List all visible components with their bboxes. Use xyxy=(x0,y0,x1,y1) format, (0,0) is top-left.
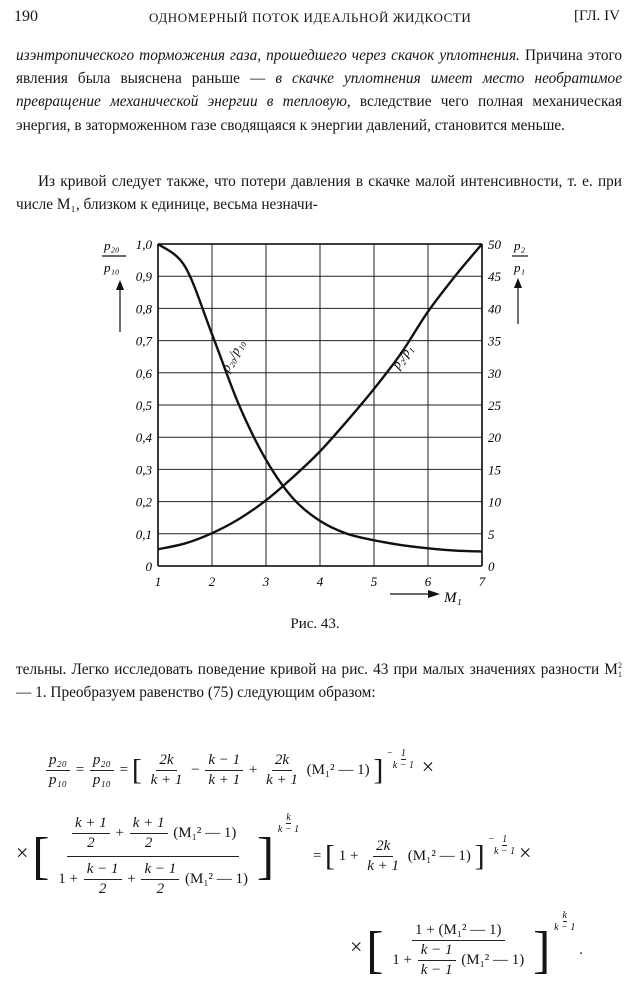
eq2-den-frac-b-num: k − 1 xyxy=(141,861,179,880)
right-tick-label: 40 xyxy=(488,301,501,317)
eq1-equals-2: = xyxy=(119,762,129,778)
mach-subscript: 1 xyxy=(617,670,622,680)
eq2-rhs-term: (M₁² — 1) xyxy=(407,848,471,864)
eq2-rhs-frac-num: 2k xyxy=(373,838,393,857)
text-run-2: вследствие чего полная механическая энергия, в заторможенном газе сводящаяся к энергии давлений, становится меньше. xyxy=(16,93,622,134)
eq2-times-trail: × xyxy=(518,840,532,865)
right-tick-label: 45 xyxy=(488,269,501,285)
eq2-num-frac-b-den: 2 xyxy=(144,835,153,852)
eq2-main-num xyxy=(67,815,239,857)
right-tick-label: 20 xyxy=(488,430,501,446)
eq1-equals-1: = xyxy=(75,762,85,778)
running-title: ОДНОМЕРНЫЙ ПОТОК ИДЕАЛЬНОЙ ЖИДКОСТИ xyxy=(149,10,472,25)
x-tick-label: 3 xyxy=(262,574,270,589)
eq1-frac-2 xyxy=(205,752,243,789)
eq2-rhs-left-bracket: [ xyxy=(325,839,336,873)
eq3-left-bracket: [ xyxy=(366,922,384,980)
eq2-num-frac-a xyxy=(72,815,110,852)
page-number: 190 xyxy=(14,8,38,25)
x-tick-label: 2 xyxy=(208,574,216,589)
eq3-num: 1 + (M₁² — 1) xyxy=(412,922,505,941)
eq1-times: × xyxy=(421,754,435,779)
eq2-rhs-exponent xyxy=(494,834,515,857)
text-run-4: — 1. Преобразуем равенство (75) следующим образом: xyxy=(16,684,376,702)
eq2-num-plus: + xyxy=(115,825,124,841)
x-axis-arrow-head xyxy=(428,590,440,598)
left-tick-label: 0 xyxy=(145,559,152,574)
eq3-right-bracket: ] xyxy=(533,922,551,980)
x-tick-label: 1 xyxy=(154,574,162,589)
eq1-frac-2-den: k + 1 xyxy=(208,772,241,789)
eq1-exp-den: k − 1 xyxy=(392,760,414,771)
eq2-exp-num: k xyxy=(286,812,291,823)
eq1-frac-3-num: 2k xyxy=(272,752,292,771)
curve-label-p2-p1: p₂/p₁ xyxy=(388,341,416,372)
left-tick-label: 0,9 xyxy=(135,269,152,285)
eq1-lhs-den-2: p₁₀ xyxy=(92,772,111,789)
eq3-den-frac-num: k − 1 xyxy=(418,942,456,961)
eq1-lhs-num-2: p₂₀ xyxy=(90,752,114,771)
eq1-lhs-fraction-2 xyxy=(90,752,114,789)
figure-43-chart xyxy=(90,232,530,612)
eq2-main-den xyxy=(55,857,251,898)
eq2-num-frac-b-num: k + 1 xyxy=(130,815,168,834)
eq2-den-frac-a xyxy=(84,861,122,898)
eq2-exponent xyxy=(278,812,299,835)
right-axis-label-num: p₂ xyxy=(514,238,526,253)
eq1-frac-3 xyxy=(263,752,301,789)
figure-caption: Рис. 43. xyxy=(290,616,340,632)
chapter-label: [ГЛ. IV xyxy=(573,8,620,24)
left-axis-label-den: p₁₀ xyxy=(104,260,120,275)
equation-line-3 xyxy=(350,910,583,980)
equation-line-2 xyxy=(16,812,531,898)
paragraph-3 xyxy=(16,658,622,704)
eq2-left-bracket: [ xyxy=(32,828,50,886)
eq3-den xyxy=(389,941,527,979)
eq2-exp-den: k − 1 xyxy=(277,824,300,835)
left-tick-label: 0,2 xyxy=(135,494,152,510)
x-tick-label: 4 xyxy=(316,574,324,589)
eq2-den-frac-a-num: k − 1 xyxy=(84,861,122,880)
eq3-den-term: (M₁² — 1) xyxy=(461,952,525,968)
right-tick-label: 0 xyxy=(488,559,495,574)
eq3-den-frac xyxy=(418,942,456,979)
eq1-lhs-fraction xyxy=(46,752,70,789)
left-tick-label: 0,1 xyxy=(135,526,152,542)
left-tick-label: 0,8 xyxy=(135,301,152,317)
right-tick-label: 25 xyxy=(488,398,501,413)
eq2-equals: = xyxy=(312,848,322,864)
right-tick-label: 10 xyxy=(488,494,501,510)
eq3-exp-num: k xyxy=(562,910,567,921)
left-tick-label: 1,0 xyxy=(135,237,152,252)
right-bracket: ] xyxy=(373,753,384,787)
chart-ticks xyxy=(136,237,502,589)
eq2-rhs-frac xyxy=(364,838,402,875)
eq2-num-frac-b xyxy=(130,815,168,852)
eq1-exp-num: 1 xyxy=(400,748,406,759)
left-tick-label: 0,6 xyxy=(135,365,152,381)
eq2-rhs-exp-minus-sign: − xyxy=(488,834,494,845)
eq1-exp-minus: − xyxy=(387,748,393,759)
curve-label-p20-p10: p₂₀/p₁₀ xyxy=(217,336,248,375)
eq2-num-frac-a-num: k + 1 xyxy=(72,815,110,834)
eq3-main-fraction xyxy=(389,922,527,979)
running-header xyxy=(14,8,620,32)
left-tick-label: 0,7 xyxy=(135,333,152,349)
left-bracket: [ xyxy=(131,753,142,787)
eq1-plus: + xyxy=(248,762,258,778)
eq2-right-bracket: ] xyxy=(256,828,275,886)
eq2-den-frac-b xyxy=(141,861,179,898)
eq3-times: × xyxy=(350,934,363,959)
equation-line-1 xyxy=(44,748,434,789)
eq1-exponent-frac xyxy=(393,748,414,771)
eq2-den-term: (M₁² — 1) xyxy=(185,871,249,887)
right-tick-label: 50 xyxy=(488,237,501,252)
eq1-frac-1-num: 2k xyxy=(156,752,176,771)
left-tick-label: 0,4 xyxy=(135,430,152,446)
eq2-rhs-right-bracket: ] xyxy=(474,839,485,873)
chart-grid xyxy=(158,244,482,566)
eq2-rhs-frac-den: k + 1 xyxy=(367,858,400,875)
x-tick-label: 7 xyxy=(478,574,486,589)
x-tick-label: 5 xyxy=(370,574,378,589)
eq2-rhs-one: 1 + xyxy=(338,848,359,864)
eq1-term: (M₁² — 1) xyxy=(306,762,370,778)
eq3-den-frac-den: k − 1 xyxy=(420,962,453,979)
eq2-den-one: 1 + xyxy=(58,871,78,887)
eq1-frac-1-den: k + 1 xyxy=(150,772,183,789)
eq2-den-plus: + xyxy=(127,871,136,887)
eq3-period: . xyxy=(579,942,583,958)
right-axis-arrow-head xyxy=(514,278,522,288)
text-run-1: Причина этого явления была выяснена раньше — xyxy=(16,47,623,88)
left-axis-label-num: p₂₀ xyxy=(104,238,120,253)
mach-superscript: 2 xyxy=(617,661,622,671)
eq3-den-one: 1 + xyxy=(392,952,412,968)
right-tick-label: 15 xyxy=(488,462,501,478)
eq1-frac-1 xyxy=(148,752,186,789)
mach-power xyxy=(618,661,622,679)
eq1-lhs-den: p₁₀ xyxy=(49,772,67,789)
eq2-den-frac-b-den: 2 xyxy=(156,881,165,898)
x-axis-label: M₁ xyxy=(444,590,462,606)
left-tick-label: 0,3 xyxy=(135,462,152,478)
x-tick-label: 6 xyxy=(424,574,432,589)
eq2-main-fraction xyxy=(55,815,251,898)
eq3-exp-den: k − 1 xyxy=(554,922,576,933)
eq2-num-term: (M₁² — 1) xyxy=(173,825,237,841)
left-tick-label: 0,5 xyxy=(135,398,152,413)
italic-phrase-2: в скачке уплотнения имеет место необратимое превращение механической энергии в тепловую, xyxy=(16,70,622,111)
paragraph-1 xyxy=(16,44,622,137)
eq2-rhs-exp-num: 1 xyxy=(502,834,508,845)
right-tick-label: 5 xyxy=(488,526,495,542)
eq1-lhs-num: p₂₀ xyxy=(46,752,70,771)
right-tick-label: 30 xyxy=(488,365,501,381)
eq2-num-frac-a-den: 2 xyxy=(87,835,95,852)
eq3-exponent xyxy=(554,910,575,933)
eq2-den-frac-a-den: 2 xyxy=(98,881,107,898)
eq2-times-lead: × xyxy=(16,840,29,865)
eq1-frac-3-den: k + 1 xyxy=(266,772,298,789)
left-axis-arrow-head xyxy=(116,280,124,290)
eq1-minus: − xyxy=(191,762,200,778)
paragraph-2: Из кривой следует также, что потери давления в скачке малой интенсивности, т. е. при числе M₁, близком к единице, весьма незначи- xyxy=(16,173,622,214)
eq2-rhs-exp-den: k − 1 xyxy=(494,846,516,857)
eq1-frac-2-num: k − 1 xyxy=(205,752,243,771)
right-tick-label: 35 xyxy=(488,333,501,349)
text-run-3: тельны. Легко исследовать поведение кривой на рис. 43 при малых значениях разности M xyxy=(16,661,618,678)
italic-phrase-1: изэнтропического торможения газа, прошедшего через скачок уплотнения. xyxy=(16,47,520,64)
right-axis-label-den: p₁ xyxy=(514,260,526,275)
